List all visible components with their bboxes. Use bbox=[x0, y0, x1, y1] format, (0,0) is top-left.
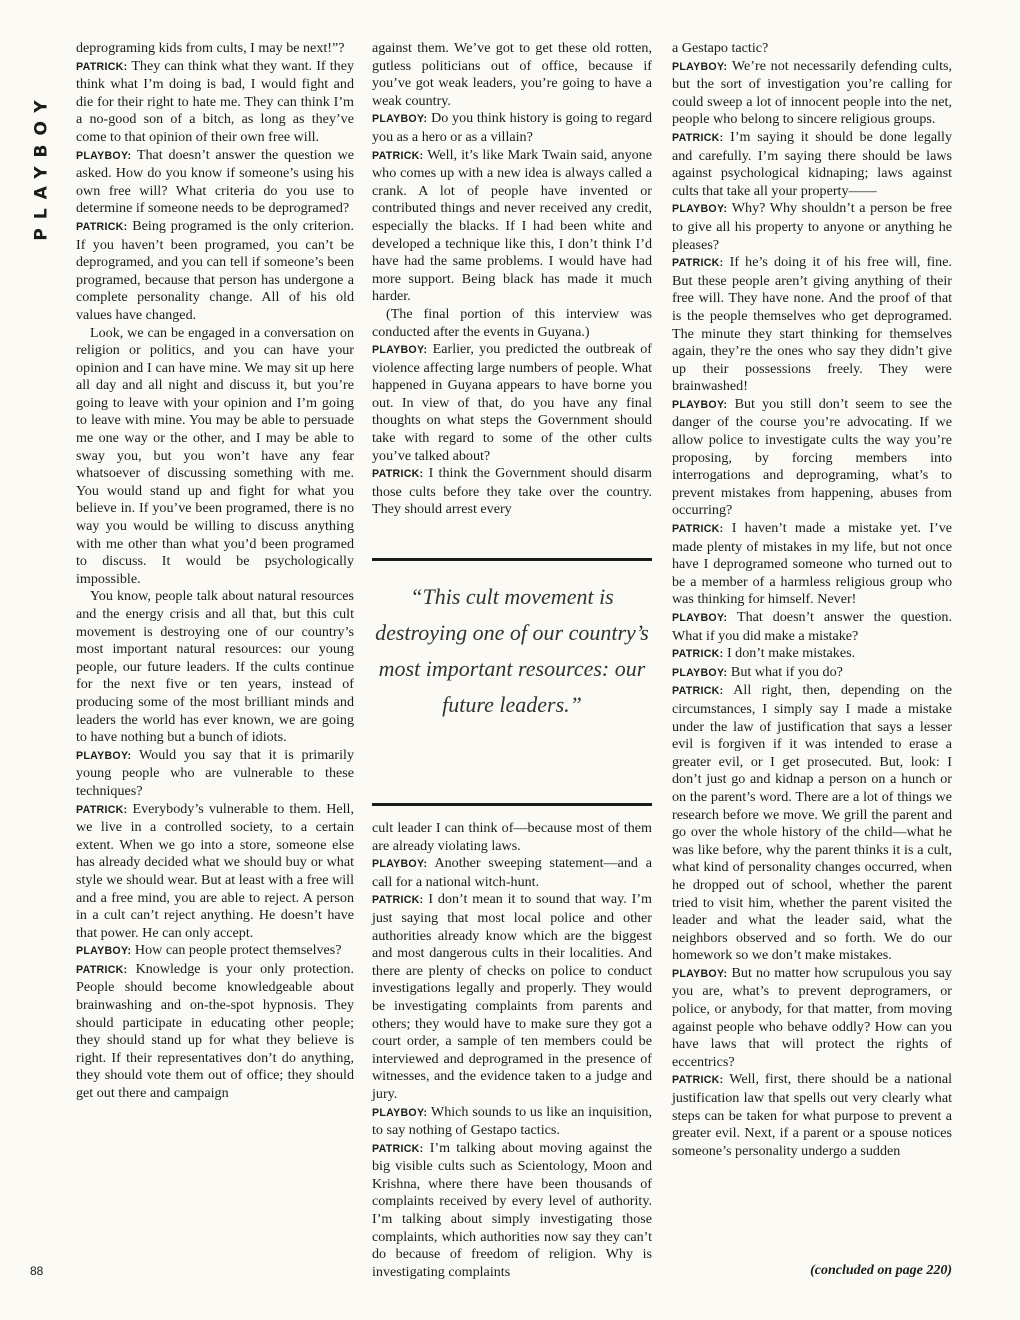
paragraph-text: Well, first, there should be a national justification law that spells out very clearly what steps can be taken for what purpose to prevent a greater evil. Next, if a parent or a spouse notices someone’s personality undergo a sudden bbox=[672, 1071, 952, 1159]
paragraph bbox=[76, 961, 354, 1103]
paragraph-text: I think the Government should disarm those cults before they take over the country. They should arrest every bbox=[372, 465, 652, 518]
paragraph-text: Being programed is the only criterion. If you haven’t been programed, you can’t be deprogramed, and you can tell if someone’s been programed, because that person has undergone a complete personality change. All of his old values have changed. bbox=[76, 217, 354, 323]
paragraph bbox=[372, 1140, 652, 1282]
paragraph bbox=[76, 58, 354, 147]
paragraph bbox=[672, 664, 952, 683]
speaker-label: PATRICK: bbox=[372, 468, 424, 481]
paragraph bbox=[76, 942, 354, 961]
speaker-label: PATRICK: bbox=[672, 131, 724, 144]
paragraph bbox=[76, 147, 354, 218]
paragraph bbox=[672, 965, 952, 1072]
speaker-label: PATRICK: bbox=[672, 257, 724, 270]
speaker-label: PLAYBOY: bbox=[672, 203, 728, 216]
paragraph-text: Would you say that it is primarily young people who are vulnerable to these techniques? bbox=[76, 746, 354, 799]
paragraph-text: Well, it’s like Mark Twain said, anyone who comes up with a new idea is always called a crank. A lot of people have invented or contributed things and never received any credit, especially the blacks. If I had been white and developed a technique like this, I don’t think I’d have had the same problems. I would have had more support. Being black has made it much harder. bbox=[372, 146, 652, 305]
speaker-label: PATRICK: bbox=[76, 220, 128, 233]
speaker-label: PLAYBOY: bbox=[372, 344, 428, 357]
speaker-label: PATRICK: bbox=[76, 963, 128, 976]
paragraph-text: Why? Why shouldn’t a person be free to give all his property to anyone or anything he pleases? bbox=[672, 200, 952, 253]
speaker-label: PLAYBOY: bbox=[672, 612, 728, 624]
paragraph bbox=[372, 465, 652, 519]
paragraph-text: All right, then, depending on the circumstances, I simply say I made a mistake under the law of justification that says a lesser evil is forgiven if it was intended to erase a greater evil, or I get prosecuted. But, look: I don’t just go and kidnap a person on a hunch or on the parent’s word. There are a lot of things we research before we move. We grill the parent and go over the whole history of the child—what he was like before, why the parent thinks it is a cult, what kind of personality changes occurred, when he dropped out of school, whether the parent tried to visit him, whether the parent visited the leader and what the leader said, what the neighbors observed and so forth. We do our homework so we don’t make mistakes. bbox=[672, 682, 953, 964]
speaker-label: PATRICK: bbox=[372, 1142, 424, 1155]
page-number: 88 bbox=[30, 1264, 44, 1278]
paragraph-text: But what if you do? bbox=[730, 663, 843, 680]
paragraph-text: I haven’t made a mistake yet. I’ve made plenty of mistakes in my life, but not once have I deprogramed someone who turned out to be a member of a harmless religious group who was thinking for himself. Never! bbox=[672, 520, 952, 608]
paragraph-text: If he’s doing it of his free will, fine. But these people aren’t giving anything of their free will. They have none. And the proof of that is the people themselves who get deprogramed. The minute they start thinking for themselves again, they’re the ones who say they didn’t give up their possessions freely. They were brainwashed! bbox=[672, 254, 952, 395]
speaker-label: PLAYBOY: bbox=[372, 113, 428, 126]
paragraph bbox=[372, 147, 652, 306]
paragraph bbox=[76, 801, 354, 943]
paragraph-text: You know, people talk about natural resources and the energy crisis and all that, but this cult movement is destroying one of our country’s most important natural resources: our young people, our future leaders. If the cults continue for the next five or ten years, instead of producing some of the most brilliant minds and leaders the world has ever known, we are going to have nothing but a bunch of idiots. bbox=[76, 588, 354, 746]
paragraph bbox=[372, 341, 652, 465]
paragraph bbox=[372, 855, 652, 891]
pull-quote: “This cult movement is destroying one of our country’s most important resources: our future leaders.” bbox=[375, 584, 649, 717]
pull-quote-top-rule bbox=[372, 558, 652, 561]
continued-note: (concluded on page 220) bbox=[810, 1263, 952, 1278]
paragraph bbox=[672, 200, 952, 254]
pull-quote-box bbox=[372, 558, 652, 806]
paragraph-text: deprograming kids from cults, I may be next!”? bbox=[76, 40, 345, 56]
paragraph bbox=[76, 747, 354, 801]
paragraph-text: We’re not necessarily defending cults, but the sort of investigation you’re calling for could sweep a lot of innocent people into the net, people who belong to sincere religious groups. bbox=[672, 57, 952, 128]
paragraph-text: I don’t mean it to sound that way. I’m just saying that most local police and other authorities already know which are the biggest and most dangerous cults in their localities. And there are plenty of checks on police to conduct investigations legally and properly. They would be investigating complaints from parents and others; they would have to make sure they got a court order, a sample of ten members could be interviewed and deprogramed in the presence of witnesses, and the evidence taken to a judge and jury. bbox=[372, 891, 652, 1102]
paragraph bbox=[372, 306, 652, 341]
speaker-label: PATRICK: bbox=[672, 523, 724, 536]
paragraph-text: How can people protect themselves? bbox=[134, 942, 342, 959]
paragraph-text: I’m saying it should be done legally and carefully. I’m saying there should be laws against psychological kidnaping; laws against cults that take all your property—— bbox=[672, 128, 952, 199]
paragraph-text: They can think what they want. If they think what I’m doing is bad, I would fight and die for their right to hate me. They can think I’m a no-good son of a bitch, as long as they’ve come to that opinion of their own free will. bbox=[76, 57, 354, 145]
column-3 bbox=[672, 40, 952, 1160]
column-1 bbox=[76, 40, 354, 1103]
paragraph bbox=[672, 1071, 952, 1160]
paragraph bbox=[672, 58, 952, 129]
speaker-label: PATRICK: bbox=[372, 894, 424, 907]
speaker-label: PLAYBOY: bbox=[672, 967, 728, 980]
playboy-side-logo: PLAYBOY bbox=[32, 91, 52, 241]
paragraph-text: But no matter how scrupulous you say you are, what’s to prevent deprogramers, or police, or anybody, for that matter, from moving against people who behave oddly? How can you have laws that will protect the rights of eccentrics? bbox=[672, 964, 952, 1070]
paragraph-text: a Gestapo tactic? bbox=[672, 40, 769, 56]
paragraph-text: That doesn’t answer the question we asked. How do you know if someone’s using his own free will? What criteria do you use to determine if someone needs to be deprogramed? bbox=[76, 146, 354, 217]
speaker-label: PATRICK: bbox=[672, 648, 724, 661]
paragraph bbox=[672, 396, 952, 520]
paragraph bbox=[672, 520, 952, 609]
paragraph bbox=[672, 129, 952, 200]
paragraph bbox=[76, 218, 354, 325]
paragraph bbox=[372, 1104, 652, 1140]
paragraph bbox=[372, 110, 652, 146]
paragraph-text: I’m talking about moving against the big visible cults such as Scientology, Moon and Krishna, where there have been thousands of complaints received by every level of authority. I’m talking about simply investigating those complaints, which authorities now say they can’t do because of freedom of religion. Why is investigating complaints bbox=[372, 1139, 652, 1280]
speaker-label: PLAYBOY: bbox=[372, 858, 428, 871]
paragraph bbox=[76, 325, 354, 589]
pull-quote-bottom-rule bbox=[372, 803, 652, 806]
paragraph-text: Earlier, you predicted the outbreak of violence affecting large numbers of people. What happened in Guyana appears to have borne you out. In view of that, do you have any final thoughts on what steps the Government should take with regard to some of the other cults you’ve talked about? bbox=[372, 341, 652, 464]
speaker-label: PLAYBOY: bbox=[372, 1106, 428, 1119]
column-2 bbox=[372, 40, 652, 519]
paragraph bbox=[76, 40, 354, 58]
paragraph bbox=[672, 682, 952, 965]
paragraph bbox=[672, 609, 952, 645]
paragraph-text: That doesn’t answer the question. What if you did make a mistake? bbox=[672, 609, 952, 644]
paragraph bbox=[372, 891, 652, 1103]
speaker-label: PLAYBOY: bbox=[76, 149, 132, 162]
column-2-lower bbox=[372, 820, 652, 1281]
paragraph bbox=[672, 40, 952, 58]
paragraph-text: Everybody’s vulnerable to them. Hell, we live in a controlled society, to a certain extent. When we go into a store, someone else has already decided what we should buy or what style we should wear. But at least with a free will and a free mind, you are able to reject. A person in a cult can’t reject anything. He doesn’t have that power. He can only accept. bbox=[76, 800, 354, 941]
speaker-label: PATRICK: bbox=[76, 803, 128, 816]
speaker-label: PATRICK: bbox=[672, 685, 724, 698]
paragraph-text: Look, we can be engaged in a conversation on religion or politics, and you can have your opinion and I can have mine. We may sit up here all day and all night and discuss it, but you’re going to leave with your opinion and I’m going to leave with mine. You may be able to persuade me one way or the other, and I may be able to sway you, but you won’t have any fear whatsoever of discussing something with me. You would stand up and fight for what you believe in. If you’ve been programed, there is no way you would be willing to discuss anything with me other than what you’d been programed to discuss. It would be psychologically impossible. bbox=[76, 324, 354, 587]
paragraph bbox=[672, 645, 952, 664]
paragraph-text: Do you think history is going to regard you as a hero or as a villain? bbox=[372, 110, 653, 145]
paragraph-text: cult leader I can think of—because most of them are already violating laws. bbox=[372, 820, 652, 854]
paragraph-text: I don’t make mistakes. bbox=[726, 645, 856, 662]
speaker-label: PLAYBOY: bbox=[672, 666, 728, 679]
speaker-label: PATRICK: bbox=[672, 1074, 724, 1087]
paragraph bbox=[372, 40, 652, 110]
paragraph-text: against them. We’ve got to get these old rotten, gutless politicians out of office, because if you’ve got weak leaders, you’re going to have a weak country. bbox=[372, 40, 652, 109]
speaker-label: PLAYBOY: bbox=[76, 749, 132, 762]
paragraph bbox=[672, 254, 952, 396]
speaker-label: PATRICK: bbox=[76, 60, 128, 73]
speaker-label: PATRICK: bbox=[372, 149, 424, 162]
paragraph-text: (The final portion of this interview was conducted after the events in Guyana.) bbox=[372, 305, 652, 340]
paragraph bbox=[372, 820, 652, 855]
speaker-label: PLAYBOY: bbox=[672, 60, 728, 73]
paragraph-text: Knowledge is your only protection. People should become knowledgeable about brainwashing and on-the-spot hypnosis. They should participate in educating other people; they should stand up for what they believe is right. If their representatives don’t do anything, they should vote them out of office; they should get out there and campaign bbox=[76, 960, 354, 1102]
paragraph bbox=[76, 588, 354, 746]
paragraph-text: Another sweeping statement—and a call for a national witch-hunt. bbox=[372, 855, 652, 890]
speaker-label: PLAYBOY: bbox=[76, 945, 132, 958]
speaker-label: PLAYBOY: bbox=[672, 398, 728, 411]
paragraph-text: Which sounds to us like an inquisition, to say nothing of Gestapo tactics. bbox=[372, 1103, 652, 1139]
paragraph-text: But you still don’t seem to see the danger of the course you’re advocating. If we allow police to investigate cults the way you’re proposing, by forcing members into interrogations and deprograming, what’s to prevent mistakes from happening, abuses from occurring? bbox=[672, 395, 952, 519]
